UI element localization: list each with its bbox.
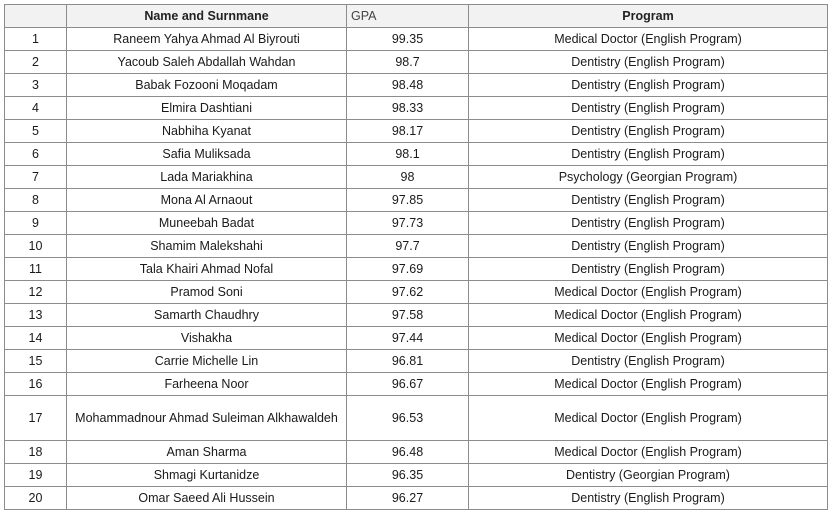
student-name: Raneem Yahya Ahmad Al Biyrouti	[67, 28, 347, 51]
student-name: Muneebah Badat	[67, 212, 347, 235]
student-name: Pramod Soni	[67, 281, 347, 304]
table-row	[5, 350, 828, 373]
program-name: Dentistry (English Program)	[469, 350, 828, 373]
row-number: 5	[5, 120, 67, 143]
row-number: 2	[5, 51, 67, 74]
gpa-value: 98.33	[347, 97, 469, 120]
gpa-value: 97.7	[347, 235, 469, 258]
gpa-value: 96.27	[347, 487, 469, 510]
row-number: 14	[5, 327, 67, 350]
program-name: Medical Doctor (English Program)	[469, 281, 828, 304]
gpa-value: 98.1	[347, 143, 469, 166]
student-name: Tala Khairi Ahmad Nofal	[67, 258, 347, 281]
gpa-value: 97.62	[347, 281, 469, 304]
student-name: Babak Fozooni Moqadam	[67, 74, 347, 97]
row-number: 9	[5, 212, 67, 235]
program-name: Dentistry (Georgian Program)	[469, 464, 828, 487]
table-row	[5, 212, 828, 235]
gpa-value: 97.44	[347, 327, 469, 350]
table-row	[5, 304, 828, 327]
table-row	[5, 373, 828, 396]
student-name: Nabhiha Kyanat	[67, 120, 347, 143]
table-row	[5, 120, 828, 143]
row-number: 10	[5, 235, 67, 258]
table-header-row	[5, 5, 828, 28]
student-name: Mohammadnour Ahmad Suleiman Alkhawaldeh	[67, 396, 347, 441]
student-name: Samarth Chaudhry	[67, 304, 347, 327]
gpa-value: 96.81	[347, 350, 469, 373]
gpa-value: 97.85	[347, 189, 469, 212]
table-row	[5, 464, 828, 487]
student-name: Farheena Noor	[67, 373, 347, 396]
table-row	[5, 51, 828, 74]
program-column-header: Program	[469, 5, 828, 28]
table-row	[5, 166, 828, 189]
program-name: Dentistry (English Program)	[469, 74, 828, 97]
program-name: Medical Doctor (English Program)	[469, 396, 828, 441]
gpa-value: 97.73	[347, 212, 469, 235]
row-number: 12	[5, 281, 67, 304]
table-row	[5, 235, 828, 258]
program-name: Medical Doctor (English Program)	[469, 327, 828, 350]
index-column-header	[5, 5, 67, 28]
program-name: Dentistry (English Program)	[469, 143, 828, 166]
gpa-value: 97.69	[347, 258, 469, 281]
program-name: Dentistry (English Program)	[469, 235, 828, 258]
row-number: 11	[5, 258, 67, 281]
row-number: 18	[5, 441, 67, 464]
program-name: Medical Doctor (English Program)	[469, 28, 828, 51]
student-name: Shamim Malekshahi	[67, 235, 347, 258]
program-name: Dentistry (English Program)	[469, 487, 828, 510]
program-name: Medical Doctor (English Program)	[469, 441, 828, 464]
program-name: Dentistry (English Program)	[469, 258, 828, 281]
gpa-value: 96.67	[347, 373, 469, 396]
table-row	[5, 487, 828, 510]
gpa-value: 98.7	[347, 51, 469, 74]
row-number: 13	[5, 304, 67, 327]
row-number: 17	[5, 396, 67, 441]
table-row	[5, 74, 828, 97]
gpa-value: 96.35	[347, 464, 469, 487]
row-number: 20	[5, 487, 67, 510]
row-number: 6	[5, 143, 67, 166]
student-name: Vishakha	[67, 327, 347, 350]
gpa-ranking-table	[4, 4, 828, 510]
table-row	[5, 441, 828, 464]
table-row	[5, 97, 828, 120]
table-row	[5, 396, 828, 441]
row-number: 1	[5, 28, 67, 51]
student-name: Carrie Michelle Lin	[67, 350, 347, 373]
gpa-value: 98.48	[347, 74, 469, 97]
gpa-value: 96.53	[347, 396, 469, 441]
program-name: Dentistry (English Program)	[469, 120, 828, 143]
student-name: Elmira Dashtiani	[67, 97, 347, 120]
table-row	[5, 281, 828, 304]
row-number: 16	[5, 373, 67, 396]
program-name: Medical Doctor (English Program)	[469, 373, 828, 396]
gpa-value: 98	[347, 166, 469, 189]
gpa-value: 98.17	[347, 120, 469, 143]
gpa-ranking-table-container	[4, 4, 827, 510]
program-name: Psychology (Georgian Program)	[469, 166, 828, 189]
row-number: 4	[5, 97, 67, 120]
student-name: Safia Muliksada	[67, 143, 347, 166]
student-name: Mona Al Arnaout	[67, 189, 347, 212]
program-name: Dentistry (English Program)	[469, 212, 828, 235]
row-number: 19	[5, 464, 67, 487]
row-number: 8	[5, 189, 67, 212]
gpa-value: 97.58	[347, 304, 469, 327]
program-name: Dentistry (English Program)	[469, 97, 828, 120]
gpa-value: 99.35	[347, 28, 469, 51]
program-name: Dentistry (English Program)	[469, 189, 828, 212]
student-name: Omar Saeed Ali Hussein	[67, 487, 347, 510]
program-name: Dentistry (English Program)	[469, 51, 828, 74]
program-name: Medical Doctor (English Program)	[469, 304, 828, 327]
table-row	[5, 258, 828, 281]
row-number: 3	[5, 74, 67, 97]
gpa-column-header: GPA	[347, 5, 469, 28]
student-name: Yacoub Saleh Abdallah Wahdan	[67, 51, 347, 74]
name-column-header: Name and Surnmane	[67, 5, 347, 28]
student-name: Aman Sharma	[67, 441, 347, 464]
student-name: Lada Mariakhina	[67, 166, 347, 189]
gpa-value: 96.48	[347, 441, 469, 464]
table-row	[5, 143, 828, 166]
table-row	[5, 28, 828, 51]
table-row	[5, 327, 828, 350]
student-name: Shmagi Kurtanidze	[67, 464, 347, 487]
row-number: 15	[5, 350, 67, 373]
row-number: 7	[5, 166, 67, 189]
table-row	[5, 189, 828, 212]
